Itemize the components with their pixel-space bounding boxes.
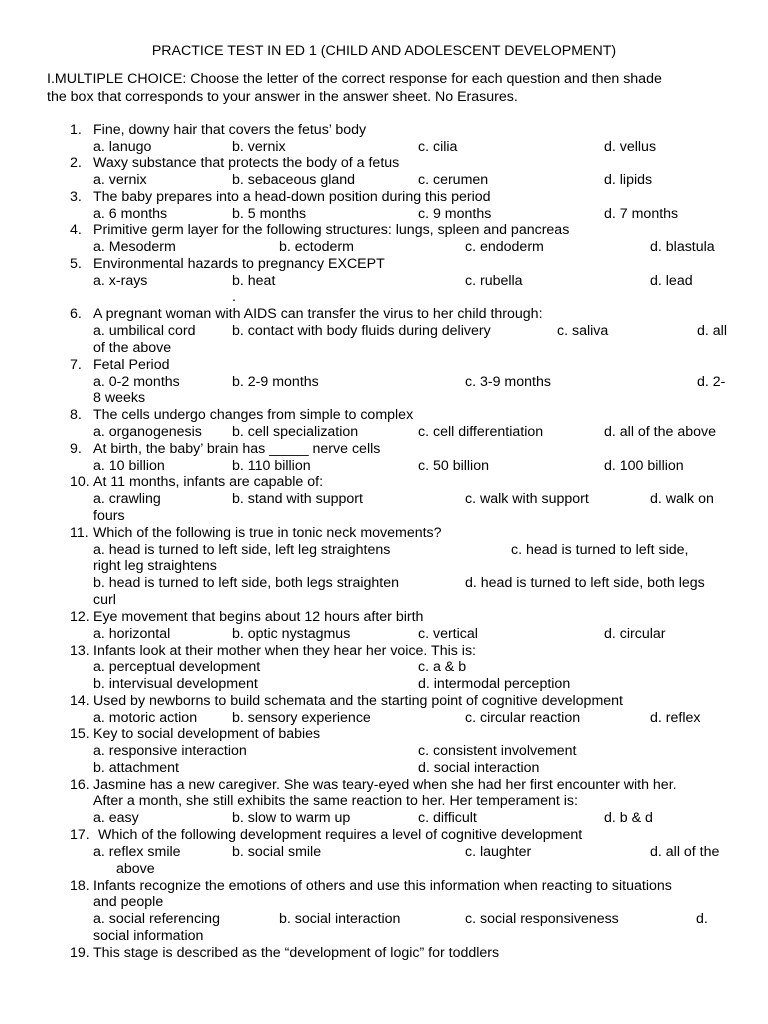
choice-a: a. easy [93, 810, 139, 826]
question-number: 4. [70, 222, 82, 238]
choice-c: c. rubella [465, 273, 523, 289]
question-number: 15. [70, 726, 90, 742]
choice-d: d. b & d [604, 810, 653, 826]
question-text: Which of the following development requires a level of cognitive development [98, 827, 583, 843]
page-title: PRACTICE TEST IN ED 1 (CHILD AND ADOLESCENT DEVELOPMENT) [151, 43, 617, 59]
choice-b: b. vernix [232, 139, 286, 155]
choice-wrap: 8 weeks [93, 390, 146, 406]
choice-d: d. reflex [650, 710, 701, 726]
choice-d: d. lipids [604, 172, 653, 188]
question-text: At 11 months, infants are capable of: [93, 474, 324, 490]
choice-a: a. umbilical cord [93, 323, 196, 339]
choice-a: a. responsive interaction [93, 743, 247, 759]
choice-wrap: fours [93, 508, 125, 524]
choice-b: b. contact with body fluids during delivery [232, 323, 491, 339]
choice-c: c. cerumen [418, 172, 489, 188]
question-text: Waxy substance that protects the body of a fetus [93, 155, 400, 171]
choice-c: c. circular reaction [465, 710, 581, 726]
question-number: 5. [70, 256, 82, 272]
choice-d: d. 100 billion [604, 458, 684, 474]
choice-c: c. cell differentiation [418, 424, 544, 440]
question-text: The baby prepares into a head-down position during this period [93, 189, 491, 205]
choice-b: b. heat [232, 273, 276, 289]
choice-a: a. horizontal [93, 626, 171, 642]
question-text: A pregnant woman with AIDS can transfer the virus to her child through: [93, 306, 543, 322]
question-number: 17. [70, 827, 90, 843]
choice-c: c. a & b [418, 659, 467, 675]
question-text: and people [93, 894, 164, 910]
question-number: 19. [70, 945, 90, 961]
question-number: 9. [70, 441, 82, 457]
choice-d: d. walk on [650, 491, 714, 507]
choice-a: a. 10 billion [93, 458, 165, 474]
choice-b: b. slow to warm up [232, 810, 351, 826]
question-text: Key to social development of babies [93, 726, 321, 742]
choice-b: b. social interaction [279, 911, 401, 927]
choice-wrap: above [116, 861, 155, 877]
question-text: Infants recognize the emotions of others and use this information when reacting to situations [93, 878, 672, 894]
choice-d: d. head is turned to left side, both legs [465, 575, 705, 591]
instructions-line-1: I.MULTIPLE CHOICE: Choose the letter of the correct response for each question and then shade [47, 71, 662, 87]
question-text: After a month, she still exhibits the same reaction to her. Her temperament is: [93, 793, 578, 809]
choice-c: c. consistent involvement [418, 743, 577, 759]
question-number: 6. [70, 306, 82, 322]
choice-a: a. lanugo [93, 139, 152, 155]
choice-b: b. 5 months [232, 206, 307, 222]
question-text: Used by newborns to build schemata and the starting point of cognitive development [93, 693, 623, 709]
choice-a: a. organogenesis [93, 424, 202, 440]
choice-d: d. blastula [650, 239, 715, 255]
choice-c: c. difficult [418, 810, 477, 826]
question-number: 3. [70, 189, 82, 205]
choice-c: c. saliva [557, 323, 609, 339]
choice-d: d. all [697, 323, 727, 339]
choice-wrap: right leg straightens [93, 558, 217, 574]
question-number: 1. [70, 122, 82, 138]
question-number: 13. [70, 643, 90, 659]
question-number: 16. [70, 777, 90, 793]
choice-c: c. cilia [418, 139, 458, 155]
choice-d: d. lead [650, 273, 693, 289]
question-text: This stage is described as the “development of logic” for toddlers [93, 945, 500, 961]
question-text: Eye movement that begins about 12 hours after birth [93, 609, 424, 625]
choice-d: d. [696, 911, 708, 927]
choice-c: c. social responsiveness [465, 911, 619, 927]
question-number: 18. [70, 878, 90, 894]
choice-a: a. x-rays [93, 273, 148, 289]
choice-a: a. Mesoderm [93, 239, 176, 255]
choice-b: b. social smile [232, 844, 322, 860]
choice-b: b. sebaceous gland [232, 172, 356, 188]
choice-d: d. social interaction [418, 760, 540, 776]
question-number: 7. [70, 357, 82, 373]
choice-d: d. all of the above [604, 424, 717, 440]
choice-b: b. 2-9 months [232, 374, 319, 390]
choice-a: a. 0-2 months [93, 374, 180, 390]
choice-a: a. head is turned to left side, left leg straightens [93, 542, 391, 558]
choice-c: c. walk with support [465, 491, 589, 507]
choice-a: a. perceptual development [93, 659, 261, 675]
question-text: Environmental hazards to pregnancy EXCEPT [93, 256, 385, 272]
choice-wrap: curl [93, 592, 116, 608]
choice-b: b. sensory experience [232, 710, 371, 726]
choice-b: b. ectoderm [279, 239, 354, 255]
question-number: 14. [70, 693, 90, 709]
choice-c: c. 9 months [418, 206, 492, 222]
choice-d: d. 2- [697, 374, 726, 390]
question-number: 8. [70, 407, 82, 423]
choice-c: c. vertical [418, 626, 478, 642]
question-text: Which of the following is true in tonic neck movements? [93, 525, 442, 541]
choice-b: b. stand with support [232, 491, 363, 507]
choice-wrap: of the above [93, 340, 172, 356]
choice-b: b. head is turned to left side, both legs straighten [93, 575, 400, 591]
choice-c: c. 50 billion [418, 458, 489, 474]
choice-b: b. optic nystagmus [232, 626, 351, 642]
stray-period: . [232, 289, 236, 305]
question-text: The cells undergo changes from simple to complex [93, 407, 414, 423]
instructions-line-2: the box that corresponds to your answer in the answer sheet. No Erasures. [47, 89, 518, 105]
choice-b: b. intervisual development [93, 676, 258, 692]
choice-a: a. vernix [93, 172, 147, 188]
question-text: At birth, the baby’ brain has _____ nerve cells [93, 441, 381, 457]
question-text: Primitive germ layer for the following structures: lungs, spleen and pancreas [93, 222, 570, 238]
choice-d: d. vellus [604, 139, 657, 155]
choice-c: c. head is turned to left side, [511, 542, 689, 558]
choice-c: c. 3-9 months [465, 374, 551, 390]
question-text: Infants look at their mother when they hear her voice. This is: [93, 643, 476, 659]
choice-a: a. crawling [93, 491, 161, 507]
choice-d: d. all of the [650, 844, 720, 860]
question-number: 10. [70, 474, 90, 490]
choice-b: b. cell specialization [232, 424, 359, 440]
choice-a: a. social referencing [93, 911, 220, 927]
choice-d: d. 7 months [604, 206, 679, 222]
choice-c: c. endoderm [465, 239, 544, 255]
question-text: Fetal Period [93, 357, 170, 373]
choice-a: a. motoric action [93, 710, 198, 726]
choice-wrap: social information [93, 928, 204, 944]
question-number: 11. [70, 525, 89, 541]
question-text: Fine, downy hair that covers the fetus’ body [93, 122, 367, 138]
question-text: Jasmine has a new caregiver. She was teary-eyed when she had her first encounter with her. [93, 777, 677, 793]
choice-a: a. reflex smile [93, 844, 181, 860]
choice-d: d. circular [604, 626, 666, 642]
choice-a: a. 6 months [93, 206, 168, 222]
question-number: 12. [70, 609, 90, 625]
choice-b: b. attachment [93, 760, 179, 776]
question-number: 2. [70, 155, 82, 171]
choice-c: c. laughter [465, 844, 532, 860]
choice-b: b. 110 billion [232, 458, 311, 474]
choice-d: d. intermodal perception [418, 676, 571, 692]
